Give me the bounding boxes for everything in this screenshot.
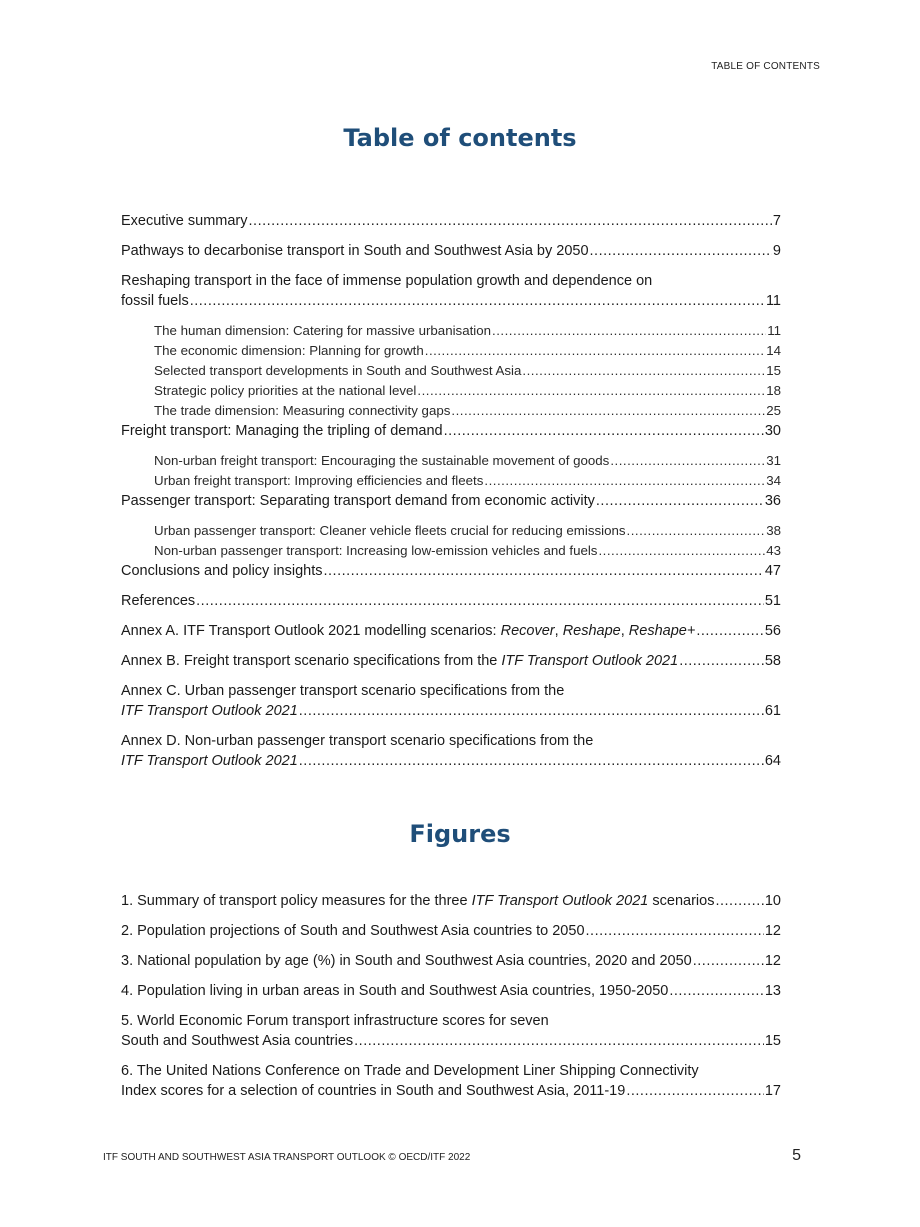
toc-subentry[interactable] xyxy=(121,471,781,491)
dot-leader xyxy=(451,401,765,421)
figure-entry-title-line2: South and Southwest Asia countries xyxy=(121,1033,354,1049)
figure-entry-title-line2: Index scores for a selection of countries in South and Southwest Asia, 2011-19 xyxy=(121,1083,626,1099)
toc-entry[interactable] xyxy=(121,241,781,261)
figure-entry-title: 2. Population projections of South and Southwest Asia countries to 2050 xyxy=(121,923,585,939)
dot-leader xyxy=(299,751,764,771)
dot-leader xyxy=(669,981,764,1001)
toc-page-number: 58 xyxy=(764,653,781,669)
figure-entry[interactable] xyxy=(121,981,781,1001)
toc-page-number: 11 xyxy=(765,293,781,309)
dot-leader xyxy=(586,921,764,941)
figure-entry-title: 1. Summary of transport policy measures for the three ITF Transport Outlook 2021 scenarios xyxy=(121,893,715,909)
dot-leader xyxy=(679,651,764,671)
dot-leader xyxy=(627,521,766,541)
toc-entry[interactable] xyxy=(121,651,781,671)
dot-leader xyxy=(196,591,764,611)
figures-list xyxy=(121,891,781,1101)
toc-subentry-title: Strategic policy priorities at the national level xyxy=(154,383,417,398)
toc-page-number: 38 xyxy=(766,523,781,538)
toc-entry[interactable] xyxy=(121,681,781,721)
toc-entry-title-line2: ITF Transport Outlook 2021 xyxy=(121,753,298,769)
toc-entry[interactable] xyxy=(121,421,781,441)
toc-entry[interactable] xyxy=(121,561,781,581)
dot-leader xyxy=(354,1031,764,1051)
toc-page-number: 56 xyxy=(764,623,781,639)
toc-entry[interactable] xyxy=(121,591,781,611)
toc-page-number: 47 xyxy=(764,563,781,579)
dot-leader xyxy=(522,361,765,381)
toc-page-number: 64 xyxy=(764,753,781,769)
toc-page-number: 15 xyxy=(766,363,781,378)
dot-leader xyxy=(715,891,763,911)
toc-page-number: 7 xyxy=(772,213,781,229)
dot-leader xyxy=(324,561,764,581)
dot-leader xyxy=(626,1081,764,1101)
toc-page-number: 11 xyxy=(767,323,781,338)
toc-page-number: 18 xyxy=(766,383,781,398)
figure-page-number: 10 xyxy=(764,893,781,909)
dot-leader xyxy=(598,541,765,561)
toc-page-number: 25 xyxy=(766,403,781,418)
figure-entry[interactable] xyxy=(121,1011,781,1051)
dot-leader xyxy=(484,471,765,491)
footer-page-number: 5 xyxy=(792,1147,801,1164)
toc-page-number: 61 xyxy=(764,703,781,719)
toc-entry-title: Freight transport: Managing the tripling of demand xyxy=(121,423,443,439)
toc-entry[interactable] xyxy=(121,621,781,641)
toc-entry-title-line2: fossil fuels xyxy=(121,293,189,309)
toc-subentry-title: Urban freight transport: Improving efficiencies and fleets xyxy=(154,473,484,488)
toc-page-number: 9 xyxy=(772,243,781,259)
toc-subentry[interactable] xyxy=(121,521,781,541)
toc-page-number: 14 xyxy=(766,343,781,358)
toc-subentry-title: The trade dimension: Measuring connectivity gaps xyxy=(154,403,451,418)
toc-subentry[interactable] xyxy=(121,341,781,361)
toc-subentry[interactable] xyxy=(121,381,781,401)
toc-subentry-title: The economic dimension: Planning for growth xyxy=(154,343,424,358)
figure-entry[interactable] xyxy=(121,951,781,971)
toc-page-number: 34 xyxy=(766,473,781,488)
dot-leader xyxy=(492,321,766,341)
dot-leader xyxy=(693,951,764,971)
figure-entry-title-line1: 5. World Economic Forum transport infrastructure scores for seven xyxy=(121,1013,549,1029)
dot-leader xyxy=(596,491,764,511)
toc-subentry[interactable] xyxy=(121,321,781,341)
toc-entry[interactable] xyxy=(121,491,781,511)
toc-entry-title: Annex A. ITF Transport Outlook 2021 modelling scenarios: Recover, Reshape, Reshape+ xyxy=(121,623,696,639)
toc-entry[interactable] xyxy=(121,211,781,231)
toc-subentry[interactable] xyxy=(121,541,781,561)
dot-leader xyxy=(610,451,765,471)
dot-leader xyxy=(444,421,764,441)
toc-entry-title: Annex B. Freight transport scenario specifications from the ITF Transport Outlook 2021 xyxy=(121,653,679,669)
toc-page-number: 36 xyxy=(764,493,781,509)
toc-entry-title: Executive summary xyxy=(121,213,248,229)
toc-entry-title-line1: Reshaping transport in the face of immense population growth and dependence on xyxy=(121,273,653,289)
toc-subentry-title: Non-urban passenger transport: Increasing low-emission vehicles and fuels xyxy=(154,543,598,558)
toc-list xyxy=(121,211,781,771)
figure-entry-title-line1: 6. The United Nations Conference on Trade and Development Liner Shipping Connectivity xyxy=(121,1063,699,1079)
figure-entry-title: 4. Population living in urban areas in South and Southwest Asia countries, 1950-2050 xyxy=(121,983,669,999)
figure-page-number: 15 xyxy=(764,1033,781,1049)
footer-publication: ITF SOUTH AND SOUTHWEST ASIA TRANSPORT OUTLOOK © OECD/ITF 2022 xyxy=(103,1152,471,1163)
toc-subentry-title: The human dimension: Catering for massive urbanisation xyxy=(154,323,492,338)
running-header: TABLE OF CONTENTS xyxy=(711,61,820,72)
toc-subentry-title: Non-urban freight transport: Encouraging the sustainable movement of goods xyxy=(154,453,610,468)
toc-subentry[interactable] xyxy=(121,401,781,421)
toc-entry-title-line1: Annex C. Urban passenger transport scenario specifications from the xyxy=(121,683,565,699)
dot-leader xyxy=(299,701,764,721)
figure-page-number: 12 xyxy=(764,953,781,969)
dot-leader xyxy=(425,341,765,361)
toc-entry[interactable] xyxy=(121,271,781,311)
figure-page-number: 12 xyxy=(764,923,781,939)
toc-subentry[interactable] xyxy=(121,361,781,381)
toc-subentry-title: Urban passenger transport: Cleaner vehicle fleets crucial for reducing emissions xyxy=(154,523,626,538)
toc-entry[interactable] xyxy=(121,731,781,771)
toc-subentry[interactable] xyxy=(121,451,781,471)
toc-page-number: 51 xyxy=(764,593,781,609)
figure-page-number: 13 xyxy=(764,983,781,999)
toc-entry-title: Passenger transport: Separating transport demand from economic activity xyxy=(121,493,595,509)
dot-leader xyxy=(696,621,764,641)
toc-subentry-title: Selected transport developments in South and Southwest Asia xyxy=(154,363,522,378)
figure-entry[interactable] xyxy=(121,891,781,911)
figure-page-number: 17 xyxy=(764,1083,781,1099)
toc-entry-title: References xyxy=(121,593,196,609)
dot-leader xyxy=(590,241,772,261)
toc-entry-title: Conclusions and policy insights xyxy=(121,563,323,579)
dot-leader xyxy=(417,381,765,401)
toc-entry-title-line2: ITF Transport Outlook 2021 xyxy=(121,703,298,719)
dot-leader xyxy=(249,211,772,231)
figure-entry[interactable] xyxy=(121,1061,781,1101)
toc-page-number: 31 xyxy=(766,453,781,468)
toc-entry-title-line1: Annex D. Non-urban passenger transport scenario specifications from the xyxy=(121,733,594,749)
figure-entry[interactable] xyxy=(121,921,781,941)
dot-leader xyxy=(190,291,765,311)
figure-entry-title: 3. National population by age (%) in South and Southwest Asia countries, 2020 and 2050 xyxy=(121,953,692,969)
toc-page-number: 43 xyxy=(766,543,781,558)
toc-page-number: 30 xyxy=(764,423,781,439)
figures-title: Figures xyxy=(409,820,511,848)
toc-entry-title: Pathways to decarbonise transport in South and Southwest Asia by 2050 xyxy=(121,243,589,259)
page-title: Table of contents xyxy=(343,124,577,152)
